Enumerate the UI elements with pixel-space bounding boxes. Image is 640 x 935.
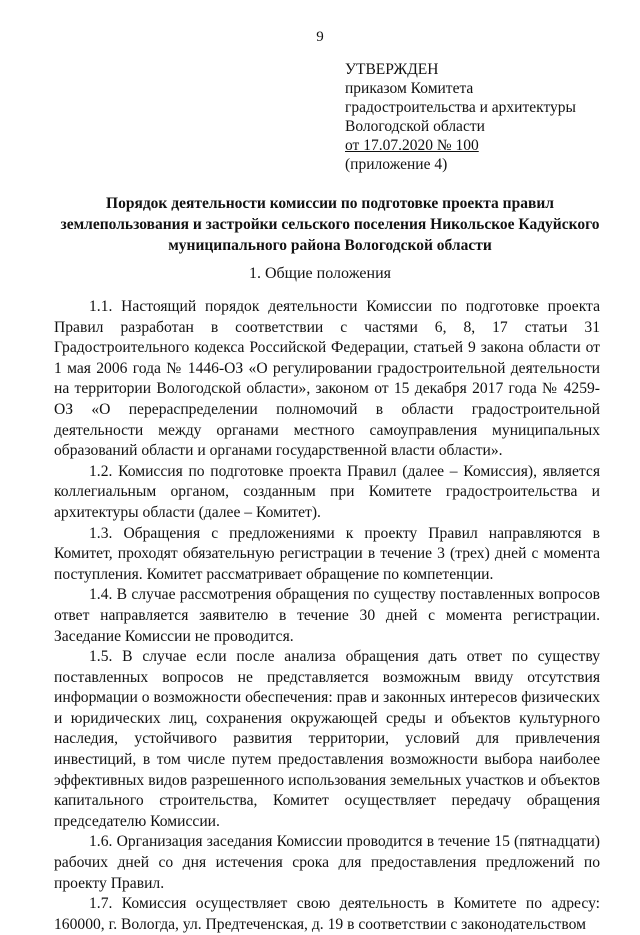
paragraph-1-7: 1.7. Комиссия осуществляет свою деятельность в Комитете по адресу: 160000, г. Вологда, ул. Предтеченская, д. 19 в соответствии с законодательством xyxy=(54,895,600,933)
approval-line: приказом Комитета xyxy=(345,80,474,97)
approval-order-number: от 17.07.2020 № 100 xyxy=(345,137,479,154)
paragraph-1-4: 1.4. В случае рассмотрения обращения по существу поставленных вопросов ответ направляется заявителю в течение 30 дней с момента регистрации. Заседание Комиссии не проводится. xyxy=(54,586,600,645)
paragraph-1-6: 1.6. Организация заседания Комиссии проводится в течение 15 (пятнадцати) рабочих дней со дня истечения срока для предоставления предложений по проекту Правил. xyxy=(54,833,600,892)
paragraph-1-5: 1.5. В случае если после анализа обращения дать ответ по существу поставленных вопросов не представляется возможным ввиду отсутствия информации о возможности обеспечения: прав и законных интересов физических и юридических лиц, сохранения окружающей среды и объектов культурного наследия, устойчивого развития территории, условий для привлечения инвестиций, в том числе путем предоставления возможности выбора наиболее эффективных видов разрешенного использования земельных участков и объектов капитального строительства, Комитет осуществляет передачу обращения председателю Комиссии. xyxy=(54,648,600,830)
section-heading: 1. Общие положения xyxy=(248,265,392,282)
page-number: 9 xyxy=(316,29,324,45)
title-line: Порядок деятельности комиссии по подготовке проекта правил xyxy=(106,195,554,212)
document-title xyxy=(40,193,620,256)
title-line: муниципального района Вологодской области xyxy=(168,237,492,254)
paragraph-1-2: 1.2. Комиссия по подготовке проекта Правил (далее – Комиссия), является коллегиальным органом, созданным при Комитете градостроительства и архитектуры области (далее – Комитет). xyxy=(54,462,600,521)
approval-line: Вологодской области xyxy=(345,118,485,135)
paragraph-1-3: 1.3. Обращения с предложениями к проекту Правил направляются в Комитет, проходят обязательную регистрации в течение 3 (трех) дней с момента поступления. Комитет рассматривает обращение по компетенции. xyxy=(54,524,600,583)
approval-line: градостроительства и архитектуры xyxy=(345,99,576,116)
title-line: землепользования и застройки сельского поселения Никольское Кадуйского xyxy=(60,216,600,233)
paragraph-1-1: 1.1. Настоящий порядок деятельности Комиссии по подготовке проекта Правил разработан в соответствии с частями 6, 8, 17 статьи 31 Градостроительного кодекса Российской Федерации, статьей 9 закона области от 1 мая 2006 года № 1446-ОЗ «О регулировании градостроительной деятельности на территории Вологодской области», законом от 15 декабря 2017 года № 4259-ОЗ «О перераспределении полномочий в области градостроительной деятельности между органами местного самоуправления муниципальных образований области и органами государственной власти области». xyxy=(54,298,600,460)
approval-stamp xyxy=(345,60,576,174)
approval-line: (приложение 4) xyxy=(345,156,448,173)
approval-heading: УТВЕРЖДЕН xyxy=(345,61,439,78)
document-body xyxy=(54,297,600,935)
